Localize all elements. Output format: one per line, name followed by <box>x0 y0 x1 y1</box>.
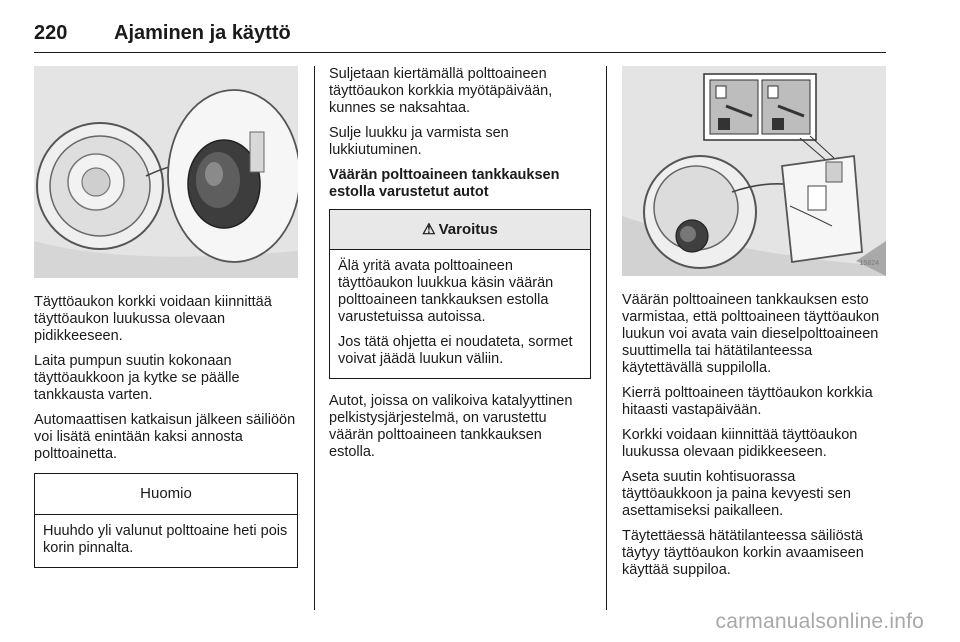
column-middle <box>329 66 591 469</box>
column-divider <box>606 66 607 610</box>
warning-title: Varoitus <box>438 221 498 238</box>
paragraph: Automaattisen katkaisun jälkeen säiliöön voi lisätä enintään kaksi annosta polttoainetta. <box>34 412 296 462</box>
warning-box <box>329 209 591 379</box>
paragraph: Kierrä polttoaineen täyttöaukon korkkia hitaasti vastapäivään. <box>622 385 873 418</box>
misfuel-inhibitor-image <box>622 66 886 276</box>
column-right <box>622 66 886 587</box>
column-left <box>34 66 298 568</box>
chapter-title: Ajaminen ja käyttö <box>114 22 291 44</box>
warning-text: Jos tätä ohjetta ei noudateta, sormet voivat jäädä luukun väliin. <box>338 334 573 367</box>
paragraph: Laita pumpun suutin kokonaan täyttöaukkoon ja kytke se päälle tankkausta varten. <box>34 353 240 403</box>
image-code: 15824 <box>859 260 879 267</box>
paragraph: Täytettäessä hätätilanteessa säiliöstä täytyy täyttöaukon korkin avaamiseen käyttää suppiloa. <box>622 528 864 578</box>
fuel-filler-cap-image <box>34 66 298 278</box>
paragraph: Suljetaan kiertämällä polttoaineen täyttöaukon korkkia myötäpäivään, kunnes se naksahtaa. <box>329 66 553 116</box>
paragraph: Korkki voidaan kiinnittää täyttöaukon luukussa olevaan pidikkeeseen. <box>622 427 858 460</box>
fuel-cap-illustration <box>34 66 298 278</box>
paragraph: Sulje luukku ja varmista sen lukkiutuminen. <box>329 125 509 158</box>
paragraph: Autot, joissa on valikoiva katalyyttinen pelkistysjärjestelmä, on varustettu väärän polttoaineen tankkauksen estolla. <box>329 393 573 460</box>
page-header <box>34 18 886 53</box>
page-number: 220 <box>34 22 68 44</box>
note-text: Huuhdo yli valunut polttoaine heti pois korin pinnalta. <box>43 523 288 556</box>
watermark: carmanualsonline.info <box>715 610 924 633</box>
note-body <box>35 515 297 567</box>
column-divider <box>314 66 315 610</box>
warning-text: Älä yritä avata polttoaineen täyttöaukon luukkua käsin väärän polttoaineen tankkauksen estolla varustetuissa autoissa. <box>338 258 554 325</box>
paragraph: Aseta suutin kohtisuorassa täyttöaukkoon ja paina kevyesti sen asettamiseksi paikalleen. <box>622 469 851 519</box>
section-subheading: Väärän polttoaineen tankkauksen estolla varustetut autot <box>329 167 560 200</box>
note-box <box>34 473 298 568</box>
paragraph: Täyttöaukon korkki voidaan kiinnittää täyttöaukon luukussa olevaan pidikkeeseen. <box>34 294 272 344</box>
paragraph: Väärän polttoaineen tankkauksen esto varmistaa, että polttoaineen täyttöaukon luukun voi avata vain dieselpolttoaineen suuttimella tai hätätilanteessa käytettävällä suppilolla. <box>622 292 880 376</box>
warning-header <box>330 210 590 250</box>
warning-body <box>330 250 590 378</box>
note-title: Huomio <box>35 474 297 515</box>
warning-triangle-icon: ⚠ <box>422 221 436 238</box>
misfuel-inhibitor-illustration <box>622 66 886 276</box>
